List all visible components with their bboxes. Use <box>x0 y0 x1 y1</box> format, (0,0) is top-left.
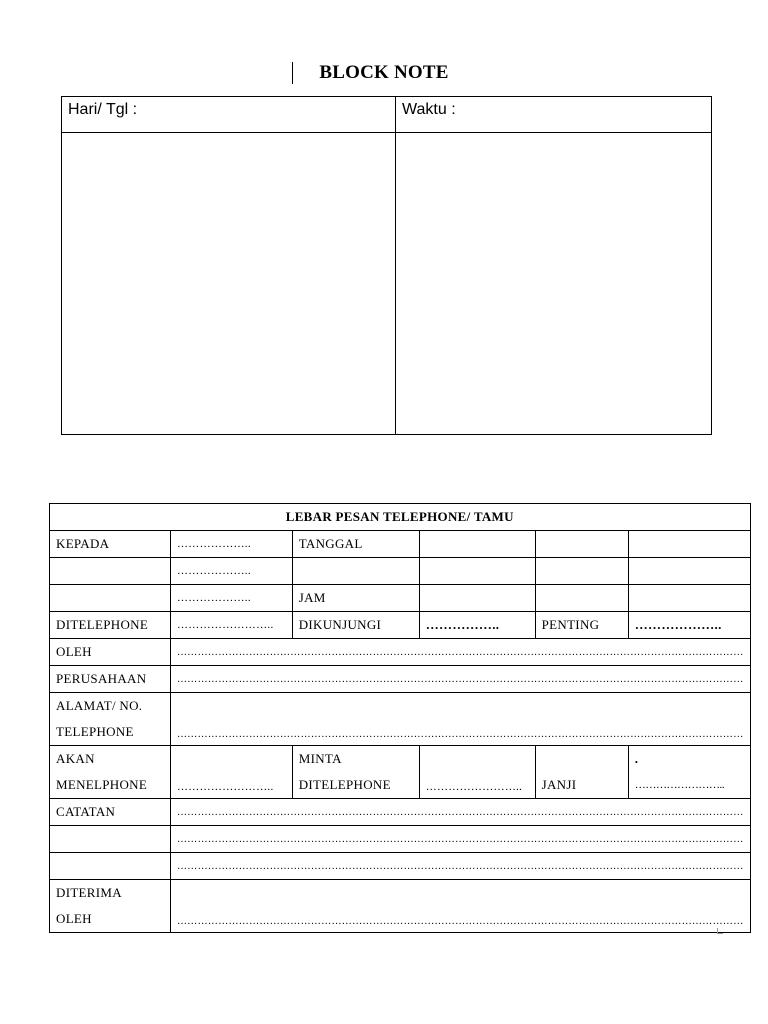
tanggal-field-2[interactable] <box>535 531 628 558</box>
message-form-table <box>49 503 751 933</box>
empty-cell[interactable] <box>535 558 628 585</box>
kepada-label: KEPADA <box>50 531 171 558</box>
header-divider <box>62 132 711 133</box>
empty-cell[interactable] <box>628 558 750 585</box>
diterima-label <box>50 880 171 933</box>
date-label: Hari/ Tgl : <box>68 101 138 118</box>
table-row <box>50 799 751 826</box>
akan-field[interactable]: …………………….. <box>171 746 293 799</box>
minta-label-line1: MINTA <box>298 751 342 766</box>
minta-label-line2: DITELEPHONE <box>298 777 391 792</box>
catatan-field-2[interactable]: ………………………………………………………………………………………………………………………………………………… <box>171 826 751 853</box>
janji-bullet: . <box>634 751 639 766</box>
empty-cell <box>50 585 171 612</box>
catatan-field-3[interactable]: ………………………………………………………………………………………………………………………………………………… <box>171 853 751 880</box>
table-row <box>50 880 751 933</box>
akan-label-line2: MENELPHONE <box>56 777 148 792</box>
jam-label: JAM <box>292 585 419 612</box>
penting-label: PENTING <box>535 612 628 639</box>
kepada-field-3[interactable]: ……………….. <box>171 585 293 612</box>
tanggal-label: TANGGAL <box>292 531 419 558</box>
akan-label <box>50 746 171 799</box>
empty-cell <box>50 853 171 880</box>
dikunjungi-label: DIKUNJUNGI <box>292 612 419 639</box>
ditelephone-label: DITELEPHONE <box>50 612 171 639</box>
catatan-field-1[interactable]: ………………………………………………………………………………………………………………………………………………… <box>171 799 751 826</box>
page-title: BLOCK NOTE <box>319 62 449 83</box>
table-row <box>50 558 751 585</box>
empty-cell <box>50 826 171 853</box>
table-row <box>50 612 751 639</box>
block-note-table <box>61 96 712 435</box>
table-row <box>50 585 751 612</box>
oleh-label: OLEH <box>50 639 171 666</box>
empty-cell <box>292 558 419 585</box>
minta-label <box>292 746 419 799</box>
minta-field[interactable]: …………………….. <box>419 746 535 799</box>
time-label: Waktu : <box>402 101 456 118</box>
empty-cell[interactable] <box>535 585 628 612</box>
table-row <box>50 746 751 799</box>
table-row <box>50 666 751 693</box>
dikunjungi-field[interactable]: …………….. <box>419 612 535 639</box>
table-row <box>50 853 751 880</box>
table-row <box>50 639 751 666</box>
column-divider <box>395 97 396 434</box>
diterima-field[interactable]: ………………………………………………………………………………………………………………………………………………… <box>171 880 751 933</box>
perusahaan-label: PERUSAHAAN <box>50 666 171 693</box>
perusahaan-field[interactable]: ………………………………………………………………………………………………………………………………………………… <box>171 666 751 693</box>
alamat-label-line1: ALAMAT/ NO. <box>56 698 143 713</box>
empty-cell <box>50 558 171 585</box>
form-title: LEBAR PESAN TELEPHONE/ TAMU <box>50 504 751 531</box>
tanggal-field-3[interactable] <box>628 531 750 558</box>
table-row <box>50 504 751 531</box>
page-corner-mark <box>717 928 723 934</box>
table-row <box>50 826 751 853</box>
janji-field[interactable] <box>628 746 750 799</box>
empty-cell[interactable] <box>419 585 535 612</box>
oleh-field[interactable]: ………………………………………………………………………………………………………………………………………………… <box>171 639 751 666</box>
diterima-label-line2: OLEH <box>56 911 92 926</box>
catatan-label: CATATAN <box>50 799 171 826</box>
tanggal-field-1[interactable] <box>419 531 535 558</box>
janji-label: JANJI <box>535 746 628 799</box>
ditelephone-field[interactable]: …………………….. <box>171 612 293 639</box>
empty-cell[interactable] <box>628 585 750 612</box>
kepada-field-1[interactable]: ……………….. <box>171 531 293 558</box>
alamat-label <box>50 693 171 746</box>
alamat-field[interactable]: ………………………………………………………………………………………………………………………………………………… <box>171 693 751 746</box>
table-row <box>50 693 751 746</box>
janji-dots: …………………….. <box>634 779 725 791</box>
penting-field[interactable]: ……………….. <box>628 612 750 639</box>
akan-label-line1: AKAN <box>56 751 95 766</box>
empty-cell[interactable] <box>419 558 535 585</box>
diterima-label-line1: DITERIMA <box>56 885 122 900</box>
kepada-field-2[interactable]: ……………….. <box>171 558 293 585</box>
alamat-label-line2: TELEPHONE <box>56 724 134 739</box>
table-row <box>50 531 751 558</box>
